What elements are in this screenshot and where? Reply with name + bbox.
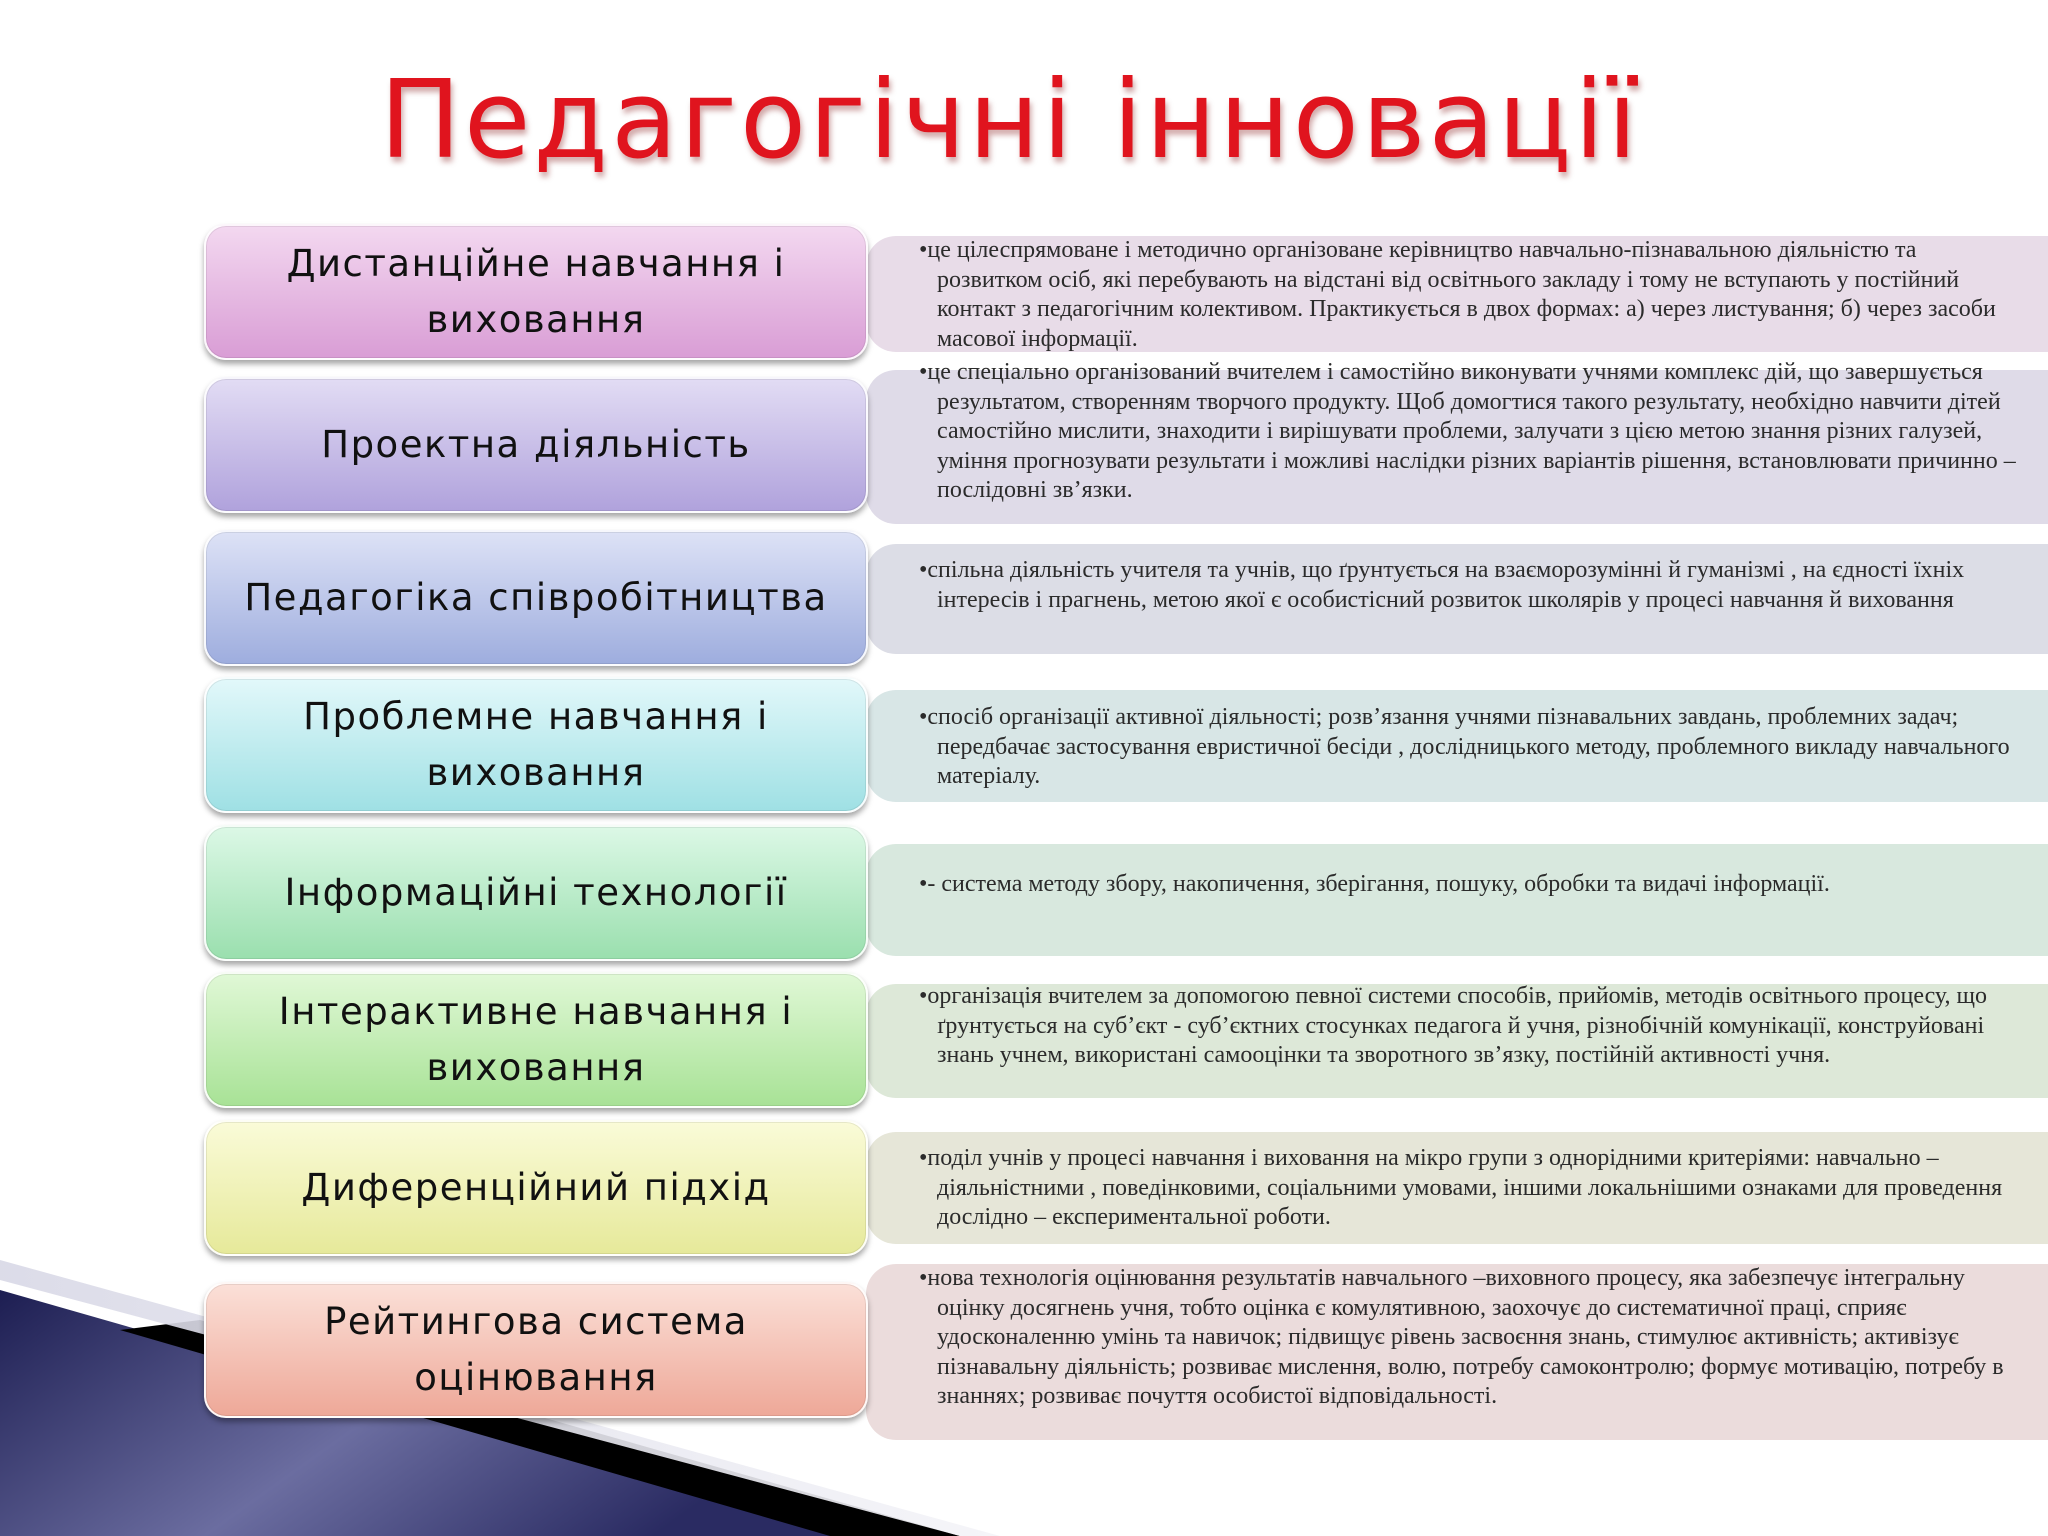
description-text: •це спеціально організований вчителем і самостійно виконувати учнями комплекс дій, що завершується результатом, створенням творчого продукту. Щоб домогтися такого результату, необхідно навчити дітей самостійно мислити, знаходити і вирішувати проблеми, залучати з цією метою знання різних галузей, уміння прогнозувати результати і можливі наслідки різних варіантів рішення, встановлювати причинно – послідовні зв’язки. (919, 359, 2016, 503)
page-title: Педагогічні інновації (379, 58, 1641, 183)
innovation-label-box (204, 972, 868, 1108)
description-text: •- система методу збору, накопичення, зберігання, пошуку, обробки та видачі інформації. (919, 871, 1830, 897)
description-text: •спільна діяльність учителя та учнів, що ґрунтується на взаєморозумінні й гуманізмі , на єдності їхніх інтересів і прагнень, метою якої є особистісний розвиток школярів у процесі навчання й виховання (919, 557, 1965, 613)
innovation-label: Проблемне навчання і виховання (303, 695, 769, 794)
innovation-label: Дистанційне навчання і виховання (286, 242, 786, 341)
innovation-label-box (204, 677, 868, 813)
innovation-label: Диференційний підхід (301, 1166, 771, 1209)
description-text: •поділ учнів у процесі навчання і виховання на мікро групи з однорідними критеріями: навчально – діяльнiстними , поведінковими, соціальними умовами, іншими локальнішими ознаками для проведення дослідно – експериментальної роботи. (919, 1145, 2003, 1230)
innovation-label-box (204, 530, 868, 666)
description-text: •нова технологія оцінювання результатів навчального –виховного процесу, яка забезпечує інтегральну оцінку досягнень учня, тобто оцінка є комулятивною, заохочує до систематичної праці, сприяє удосконаленню умінь та навичок; підвищує рівень засвоєння знань, стимулює активність; активізує пізнавальну діяльність; розвиває мислення, волю, потребу самоконтролю; формує мотивацію, потребу в знаннях; розвиває почуття особистої відповідальності. (919, 1265, 2004, 1409)
innovation-label-box (204, 377, 868, 513)
innovation-label: Інформаційні технології (284, 871, 788, 914)
innovation-label: Інтерактивне навчання і виховання (278, 990, 794, 1089)
innovation-label: Педагогіка співробітництва (244, 576, 828, 619)
innovation-label: Рейтингова система оцінювання (324, 1300, 748, 1399)
innovation-label: Проектна діяльність (321, 423, 751, 466)
innovation-label-box (204, 1282, 868, 1418)
description-text: •спосіб організації активної діяльності; розв’язання учнями пізнавальних завдань, проблемних задач; передбачає застосування евристичної бесіди , дослідницького методу, проблемного викладу навчального матеріалу. (919, 704, 2010, 789)
description-panel (866, 844, 2048, 956)
innovation-label-box (204, 1120, 868, 1256)
innovation-label-box (204, 825, 868, 961)
innovation-label-box (204, 224, 868, 360)
description-text: •це цілеспрямоване і методично організоване керівництво навчально-пізнавальною діяльністю та розвитком осіб, які перебувають на відстані від освітнього закладу і тому не вступають у постійний контакт з педагогічним колективом. Практикується в двох формах: а) через листування; б) через засоби масової інформації. (919, 237, 1996, 352)
description-text: •організація вчителем за допомогою певної системи способів, прийомів, методів освітнього процесу, що ґрунтується на суб’єкт - суб’єктних стосунках педагога й учня, різнобічній комунікації, конструйовані знань учнем, використані самооцінки та зворотного зв’язку, постійній активності учня. (919, 983, 1988, 1068)
